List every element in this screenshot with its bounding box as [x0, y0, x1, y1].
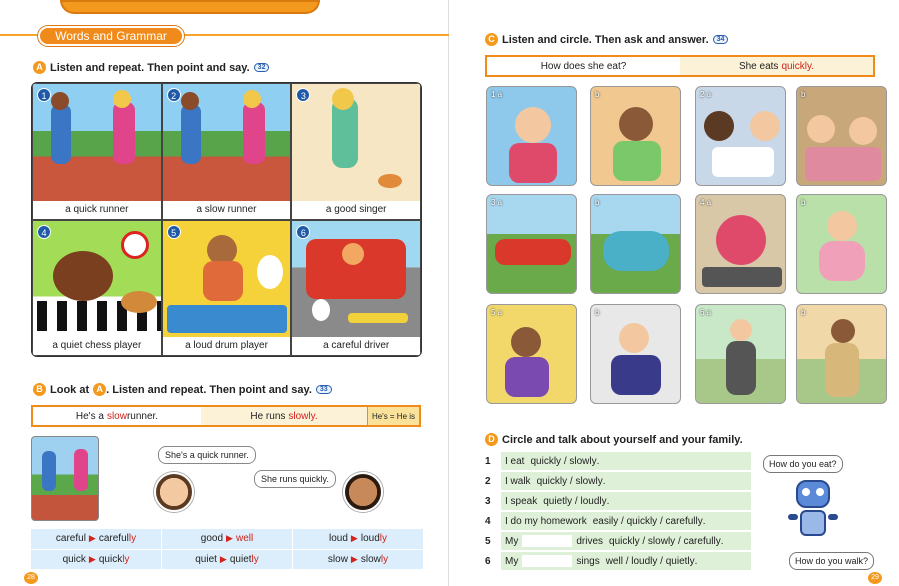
row-end: . [596, 455, 600, 467]
ref-a-badge: A [93, 383, 106, 396]
word-cell: quiet ▶ quiet ly [162, 550, 292, 570]
row-end: . [606, 495, 610, 507]
section-d-instruction: Circle and talk about yourself and your family. [502, 433, 743, 446]
picture-6[interactable] [291, 220, 421, 357]
card-label: b [595, 90, 600, 99]
section-d-heading [485, 433, 743, 446]
speech-bubble-2: She runs quickly. [254, 470, 336, 488]
answer-text [680, 57, 873, 75]
row-end: . [720, 535, 724, 547]
card-6b[interactable] [796, 304, 887, 404]
word-cell: slow ▶ slow ly [293, 550, 423, 570]
row-verb: drives [576, 535, 604, 547]
section-a-heading [33, 61, 269, 74]
card-label: b [801, 308, 806, 317]
picture-caption: a quick runner [33, 201, 161, 219]
picture-caption: a careful driver [292, 337, 420, 355]
question-bar [485, 55, 875, 77]
robot-bubble-2: How do you walk? [789, 552, 874, 570]
picture-caption: a quiet chess player [33, 337, 161, 355]
row-verb: sings [576, 555, 600, 567]
row-options[interactable]: quietly / loudly [543, 495, 607, 507]
singer-illustration [292, 84, 420, 201]
picture-caption: a good singer [292, 201, 420, 219]
section-b-instruction: . Listen and repeat. Then point and say. [106, 383, 312, 396]
blank-field[interactable] [522, 535, 572, 547]
left-page [0, 0, 449, 586]
section-title: Words and Grammar [38, 26, 184, 46]
row-lead: My [505, 535, 519, 547]
card-5a[interactable] [486, 304, 577, 404]
grammar-highlight: slow [106, 410, 127, 422]
row-options[interactable]: easily / quickly / carefully [592, 515, 703, 527]
runner-thumbnail [31, 436, 99, 521]
grammar-left [33, 407, 201, 425]
section-c-heading [485, 33, 728, 46]
boy-avatar [343, 472, 383, 512]
grammar-text: runner. [126, 410, 159, 422]
row-lead: I speak [505, 495, 538, 507]
row-lead: My [505, 555, 519, 567]
audio-track-icon[interactable]: 32 [254, 63, 270, 72]
row-options[interactable]: quickly / slowly [530, 455, 597, 467]
word-cell: loud ▶ loud ly [293, 529, 423, 549]
card-3a[interactable] [486, 194, 577, 294]
card-2b[interactable] [796, 86, 887, 186]
picture-number: 4 [37, 225, 51, 239]
picture-caption: a loud drum player [163, 337, 291, 355]
card-5b[interactable] [590, 304, 681, 404]
answer-lead: She eats [738, 60, 779, 72]
drum-player-illustration [163, 221, 291, 338]
page-number-left: 28 [24, 572, 38, 584]
row-number: 3 [485, 495, 491, 507]
blank-field[interactable] [522, 555, 572, 567]
card-1a[interactable] [486, 86, 577, 186]
picture-4[interactable] [32, 220, 162, 357]
card-6a[interactable] [695, 304, 786, 404]
picture-number: 6 [296, 225, 310, 239]
picture-1[interactable] [32, 83, 162, 220]
section-b-heading [33, 383, 332, 396]
row-number: 2 [485, 475, 491, 487]
picture-number: 1 [37, 88, 51, 102]
grammar-right [201, 407, 367, 425]
row-end: . [602, 475, 606, 487]
picture-grid [31, 82, 422, 357]
picture-5[interactable] [162, 220, 292, 357]
grammar-text: He's a [75, 410, 104, 422]
grammar-bar [31, 405, 421, 427]
top-banner [60, 0, 320, 14]
picture-2[interactable] [162, 83, 292, 220]
audio-track-icon[interactable]: 34 [713, 35, 729, 44]
card-2a[interactable] [695, 86, 786, 186]
grammar-note: He's = He is [367, 407, 419, 425]
word-table [31, 529, 423, 569]
row-lead: I eat [505, 455, 525, 467]
word-cell: quick ▶ quick ly [31, 550, 161, 570]
card-3b[interactable] [590, 194, 681, 294]
card-label: 1 a [491, 90, 503, 99]
section-c-badge: C [485, 33, 498, 46]
row-lead: I walk [505, 475, 531, 487]
row-number: 6 [485, 555, 491, 567]
audio-track-icon[interactable]: 33 [316, 385, 332, 394]
section-a-badge: A [33, 61, 46, 74]
right-page [450, 0, 899, 586]
section-c-instruction: Listen and circle. Then ask and answer. [502, 33, 709, 46]
sentence-row-5 [485, 532, 751, 550]
picture-number: 5 [167, 225, 181, 239]
word-cell: careful ▶ careful ly [31, 529, 161, 549]
row-options[interactable]: quickly / slowly / carefully [609, 535, 721, 547]
card-label: b [801, 90, 806, 99]
row-end: . [694, 555, 698, 567]
sentence-row-1 [485, 452, 751, 470]
row-number: 5 [485, 535, 491, 547]
robot-icon [788, 480, 838, 550]
speech-bubble-1: She's a quick runner. [158, 446, 256, 464]
section-a-instruction: Listen and repeat. Then point and say. [50, 61, 250, 74]
sentence-row-2 [485, 472, 751, 490]
picture-number: 3 [296, 88, 310, 102]
word-cell: good ▶ well [162, 529, 292, 549]
card-label: 3 a [491, 198, 503, 207]
grammar-highlight: slowly. [288, 410, 318, 422]
row-end: . [702, 515, 706, 527]
card-label: 4 a [700, 198, 712, 207]
row-number: 4 [485, 515, 491, 527]
card-label: b [801, 198, 806, 207]
runner-quick-illustration [33, 84, 161, 201]
section-b-badge: B [33, 383, 46, 396]
picture-caption: a slow runner [163, 201, 291, 219]
sentence-row-4 [485, 512, 751, 530]
card-1b[interactable] [590, 86, 681, 186]
girl-avatar [154, 472, 194, 512]
runner-slow-illustration [163, 84, 291, 201]
sentence-row-3 [485, 492, 751, 510]
card-label: 2 a [700, 90, 712, 99]
robot-bubble-1: How do you eat? [763, 455, 843, 473]
chess-player-illustration [33, 221, 161, 338]
row-options[interactable]: well / loudly / quietly [605, 555, 695, 567]
card-4b[interactable] [796, 194, 887, 294]
card-4a[interactable] [695, 194, 786, 294]
row-options[interactable]: quickly / slowly [536, 475, 603, 487]
driver-illustration [292, 221, 420, 338]
section-b-lead: Look at [50, 383, 90, 396]
picture-3[interactable] [291, 83, 421, 220]
picture-number: 2 [167, 88, 181, 102]
page-number-right: 29 [868, 572, 882, 584]
row-lead: I do my homework [505, 515, 587, 527]
card-label: b [595, 198, 600, 207]
row-number: 1 [485, 455, 491, 467]
card-label: 5 a [491, 308, 503, 317]
grammar-text: He runs [250, 410, 286, 422]
card-label: 6 a [700, 308, 712, 317]
answer-highlight: quickly. [781, 60, 815, 72]
sentence-row-6 [485, 552, 751, 570]
card-label: b [595, 308, 600, 317]
question-text: How does she eat? [487, 57, 680, 75]
section-d-badge: D [485, 433, 498, 446]
